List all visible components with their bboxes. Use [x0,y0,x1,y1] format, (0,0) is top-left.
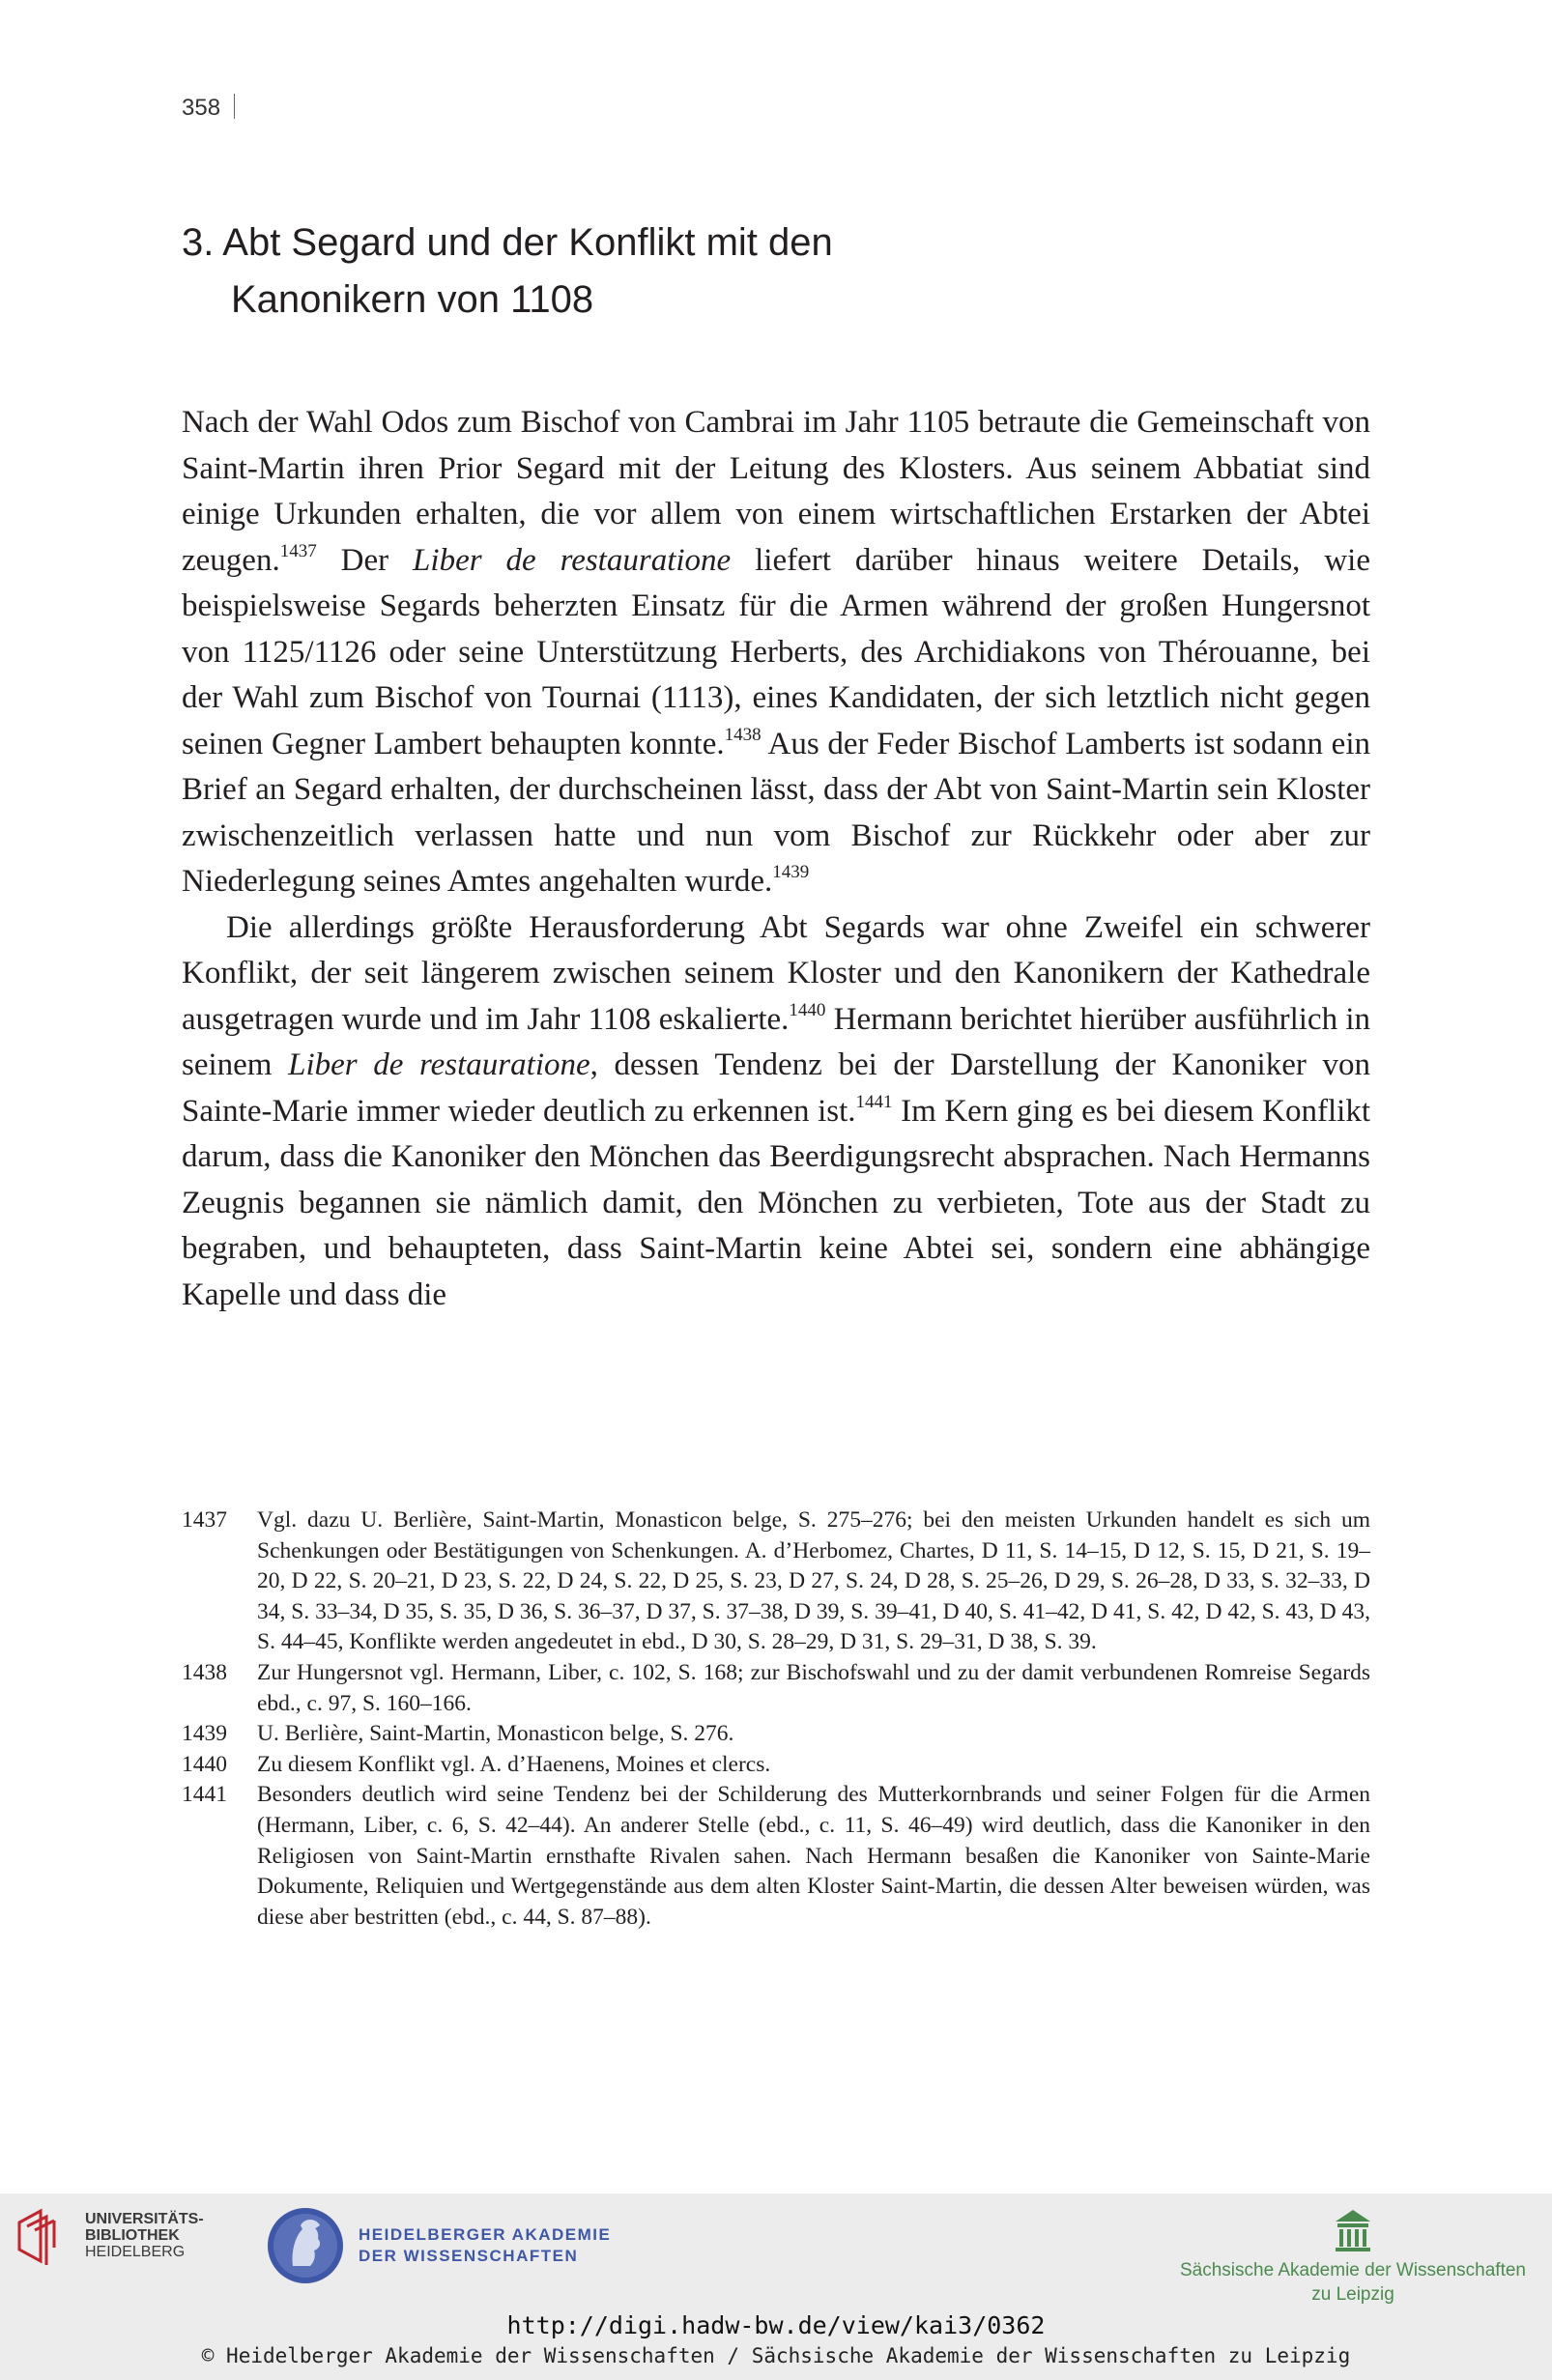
chapter-title [182,215,833,329]
footnote-ref-1437[interactable]: 1437 [279,540,317,561]
hadw-text [359,2224,611,2267]
saw-line2: zu Leipzig [1311,2284,1394,2305]
footnote-number: 1438 [182,1659,227,1685]
footnote-text: Zur Hungersnot vgl. Hermann, Liber, c. 102, S. 168; zur Bischofswahl und zu der damit verbundenen Romreise Segards ebd., c. 97, S. 160–166. [257,1659,1370,1716]
p1-text-a: Nach der Wahl Odos zum Bischof von Cambrai im Jahr 1105 betraute die Gemeinschaft von Saint-Martin ihren Prior Segard mit der Leitung des Klosters. Aus seinem Abbatiat sind einige Urkunden erhalten, die vor allem von einem wirtschaftlichen Erstarken der Abtei zeugen. [182,405,1370,578]
ub-heidelberg-icon [15,2205,75,2267]
ub-heidelberg-logo[interactable] [15,2205,204,2267]
source-url[interactable]: http://digi.hadw-bw.de/view/kai3/0362 [506,2311,1046,2339]
saw-line1: Sächsische Akademie der Wissenschaften [1179,2260,1526,2280]
chapter-title-line2: Kanonikern von 1108 [231,278,594,321]
footnote-number: 1440 [182,1751,227,1777]
footnote-number: 1439 [182,1721,227,1747]
page-number: 358 [182,95,221,121]
ub-heidelberg-text [85,2211,204,2260]
footnotes [182,1505,1370,1933]
hadw-logo[interactable] [266,2206,611,2285]
hadw-line1: HEIDELBERGER AKADEMIE [359,2225,612,2244]
footnote-text: Zu diesem Konflikt vgl. A. d’Haenens, Moines et clercs. [257,1751,771,1777]
p2-text-d: Im Kern ging es bei diesem Konflikt darum, dass die Kanoniker den Mönchen das Beerdigungsrecht absprachen. Nach Hermanns Zeugnis begannen sie nämlich damit, den Mönchen zu verbieten, Tote aus der Stadt zu begraben, und behaupteten, dass Saint-Martin keine Abtei sei, sondern eine abhängige Kapelle und dass die [182,1093,1371,1312]
copyright-notice: © Heidelberger Akademie der Wissenschaften / Sächsische Akademie der Wissenschaften zu Leipzig [201,2344,1351,2367]
p1-text-c: liefert darüber hinaus weitere Details, wie beispielsweise Segards beherzten Einsatz für die Armen während der großen Hungersnot von 1125/1126 oder seine Unterstützung Herberts, des Archidiakons von Thérouanne, bei der Wahl zum Bischof von Tournai (1113), eines Kandidaten, der sich letztlich nicht gegen seinen Gegner Lambert behaupten konnte. [182,542,1370,761]
footnote-ref-1441[interactable]: 1441 [855,1091,893,1112]
athena-medallion-icon [266,2206,345,2285]
footnote-number: 1437 [182,1507,227,1533]
footnote-text: Besonders deutlich wird seine Tendenz bei der Schilderung des Mutterkornbrands und seiner Folgen für die Armen (Hermann, Liber, c. 6, S. 42–44). An anderer Stelle (ebd., c. 11, S. 46–49) wird deutlich, dass die Kanoniker in den Religiosen von Saint-Martin ernsthafte Rivalen sahen. Nach Hermann besaßen die Kanoniker von Sainte-Marie Dokumente, Reliquien und Wertgegenstände aus dem alten Kloster Saint-Martin, die dessen Alter beweisen würden, was diese aber bestritten (ebd., c. 44, S. 87–88). [257,1782,1370,1930]
saw-leipzig-logo[interactable] [1160,2208,1546,2307]
header-divider [234,94,235,119]
p2-work-title: Liber de restauratione [288,1047,590,1082]
p1-work-title: Liber de restauratione [413,542,732,578]
footnote-ref-1438[interactable]: 1438 [724,724,762,745]
ub-line3: HEIDELBERG [85,2244,186,2260]
ub-line1: UNIVERSITÄTS- [85,2211,204,2227]
p1-text-b: Der [316,542,414,578]
body-text [182,400,1370,1318]
paragraph-2 [182,905,1370,1319]
p2-text-c: , dessen Tendenz bei der Darstellung der Kanoniker von Sainte-Marie immer wieder deutlich zu erkennen ist. [182,1047,1370,1129]
footnote [182,1505,1370,1658]
footnote-number: 1441 [182,1782,227,1808]
hadw-line2: DER WISSENSCHAFTEN [359,2247,579,2265]
p1-text-d: Aus der Feder Bischof Lamberts ist sodann ein Brief an Segard erhalten, der durchscheinen lässt, dass der Abt von Saint-Martin sein Kloster zwischenzeitlich verlassen hatte und nun vom Bischof zur Rückkehr oder aber zur Niederlegung seines Amtes angehalten wurde. [182,726,1371,899]
p2-text-b: Hermann berichtet hierüber ausführlich in seinem [182,1001,1370,1082]
footnote-ref-1439[interactable]: 1439 [772,862,810,882]
chapter-title-line1: 3. Abt Segard und der Konflikt mit den [182,221,833,264]
footnote [182,1780,1370,1933]
p2-text-a: Die allerdings größte Herausforderung Abt Segards war ohne Zweifel ein schwerer Konflikt, der seit längerem zwischen seinem Kloster und den Kanonikern der Kathedrale ausgetragen wurde und im Jahr 1108 eskalierte. [182,909,1370,1037]
ub-line2: BIBLIOTHEK [85,2227,180,2244]
page-header [182,94,235,122]
saw-building-icon [1334,2208,1372,2252]
footnote-text: U. Berlière, Saint-Martin, Monasticon belge, S. 276. [257,1721,734,1747]
footnote-ref-1440[interactable]: 1440 [789,999,826,1020]
footnote [182,1658,1370,1719]
footnote-text: Vgl. dazu U. Berlière, Saint-Martin, Monasticon belge, S. 275–276; bei den meisten Urkunden handelt es sich um Schenkungen oder Bestätigungen von Schenkungen. A. d’Herbomez, Chartes, D 11, S. 14–15, D 12, S. 15, D 21, S. 19–20, D 22, S. 20–21, D 23, S. 22, D 24, S. 22, D 25, S. 23, D 27, S. 24, D 28, S. 25–26, D 29, S. 26–28, D 33, S. 32–33, D 34, S. 33–34, D 35, S. 35, D 36, S. 36–37, D 37, S. 37–38, D 39, S. 39–41, D 40, S. 41–42, D 41, S. 42, D 42, S. 43, D 43, S. 44–45, Konflikte werden angedeutet in ebd., D 30, S. 28–29, D 31, S. 29–31, D 38, S. 39. [257,1507,1370,1655]
footnote [182,1719,1370,1750]
footnote [182,1750,1370,1781]
paragraph-1 [182,400,1370,905]
